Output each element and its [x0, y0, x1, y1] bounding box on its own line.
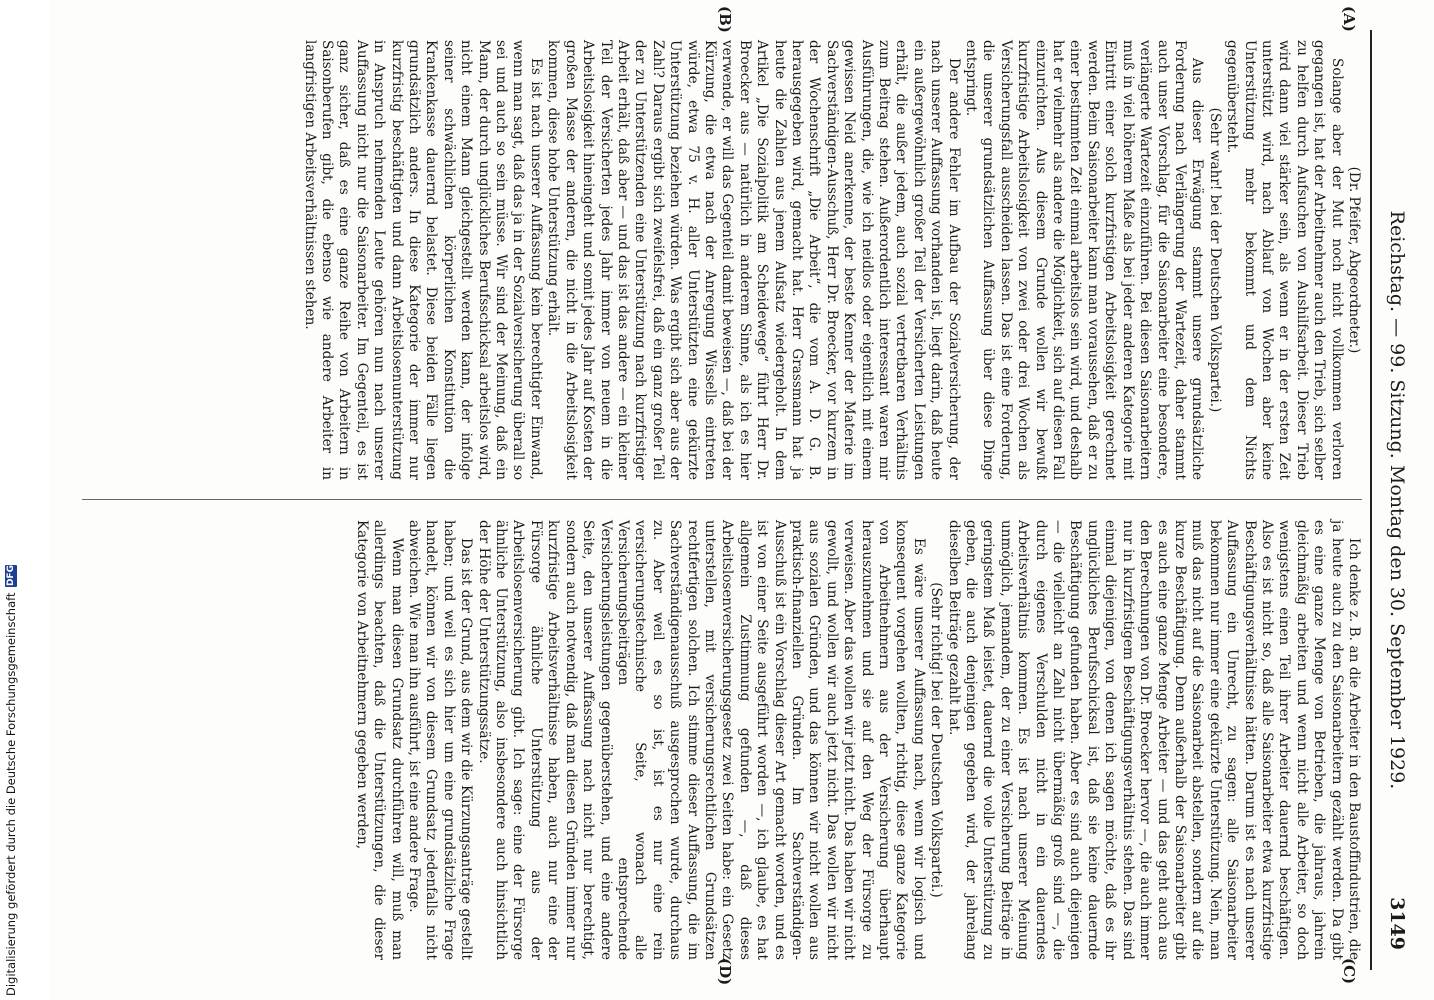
speaker-line: (Dr. Pfeifer, Abgeordneter.)	[1346, 166, 1362, 354]
margin-marker-a: (A)	[1340, 6, 1358, 32]
digitization-text: Digitalisierung gefördert durch die Deutsche Forschungsgemeinschaft	[4, 592, 18, 996]
paragraph: Das ist der Grund, aus dem wir die Kürzungsanträge gestellt haben; und weil es sich hier um eine grundsätzliche Frage handelt, können wir von diesem Grundsatz jedenfalls nicht abweichen. Wie man ihn ausführt, ist eine andere Frage.	[406, 520, 475, 960]
paragraph: Es ist nach unserer Auffassung kein berechtigter Einwand, wenn man sagt, daß das ja in der Sozialversicherung überall so sei und auch so sein müsse. Wir sind der Meinung, daß ein Mann, der durch unglückliches Berufsschicksal arbeitslos wird, nicht einem Mann gleichgestellt werden kann, der infolge seiner schwächlichen körperlichen Konstitution die Krankenkasse dauernd belastet. Diese beiden Fälle liegen grundsätzlich anders. In diese Kategorie der immer nur kurzfristig beschäftigten und dann Arbeitslosenunterstützung in Anspruch nehmenden Leute gehören nun nach unserer Auffassung nicht nur die Saisonarbeiter. Im Gegenteil, es ist ganz sicher, daß es eine ganze Reihe von Arbeitern in Saisonberufen gibt, die ebenso wie andere Arbeiter in langfristigen Arbeitsverhältnissen stehen.	[301, 40, 544, 481]
left-column	[300, 40, 1362, 480]
page-header	[1374, 30, 1414, 970]
paragraph: Wenn man diesen Grundsatz durchführen will, muß man allerdings beachten, daß die Unterstützungen, die dieser Kategorie von Arbeitnehmern gegeben werden,	[353, 520, 405, 960]
header-rule	[1370, 30, 1372, 970]
digitization-note	[4, 16, 18, 996]
paragraph: Solange aber der Mut noch nicht vollkommen verloren gegangen ist, hat der Arbeitnehmer auch den Trieb, sich selber zu helfen durch Aufsuchen von Aushilfsarbeit. Dieser Trieb wird dann viel stärker sein, als wenn er in der ersten Zeit unterstützt wird, nach Ablauf von Wochen aber keine Unterstützung mehr bekommt und dem Nichts gegenübersteht.	[1224, 40, 1345, 480]
margin-marker-c: (C)	[1340, 958, 1358, 985]
interjection: (Sehr richtig! bei der Deutschen Volkspartei.)	[928, 582, 945, 898]
right-column	[352, 520, 1362, 960]
paragraph: Aus dieser Erwägung stammt unsere grundsätzliche Forderung nach Verlängerung der Wartezeit, daher stammt auch unser Vorschlag, für die Saisonarbeiter eine besondere, verlängerte Wartezeit einzuführen. Bei diesen Saisonarbeitern muß in viel höherem Maße als bei jeder anderen Kategorie mit Eintritt einer solch kurzfristigen Arbeitslosigkeit gerechnet werden. Beim Saisonarbeiter kann man voraussehen, daß er zu einer bestimmten Zeit einmal arbeitslos sein wird, und deshalb hat er vielmehr als andere die Möglichkeit, sich auf diesen Fall einzurichten. Aus diesem Grunde wollen wir bewußt kurzfristige Arbeitslosigkeit von zwei oder drei Wochen als Versicherungsfall ausscheiden lassen. Das ist eine Forderung, die unserer grundsätzlichen Auffassung über diese Dinge entspringt.	[963, 40, 1206, 480]
page-content	[50, 0, 1434, 1000]
interjection: (Sehr wahr! bei der Deutschen Volkspartei.)	[1206, 107, 1223, 413]
dfg-logo: DFG	[6, 565, 16, 587]
page-number: 3149	[1386, 897, 1408, 950]
paragraph: Der andere Fehler im Aufbau der Sozialversicherung, der nach unserer Auffassung vorhanden ist, liegt darin, daß heute ein außergewöhnlich großer Teil der Versicherten Leistungen erhält, die außer jedem, auch sozial vertretbaren Verhältnis zum Beitrag stehen. Außerordentlich interessant waren mir Ausführungen, die, wie ich neidlos oder eigentlich mit einem gewissen Neid anerkenne, der beste Kenner der Materie im Sachverständigen-Ausschuß, Herr Dr. Broecker, vor kurzem in der Wochenschrift „Die Arbeit“, die vom A. D. G. B. herausgegeben wird, gemacht hat. Herr Grassmann hat ja heute die Zahlen aus jenem Aufsatz wiedergeholt. In dem Artikel „Die Sozialpolitik am Scheidewege“ führt Herr Dr. Broecker aus — natürlich in anderem Sinne, als ich es hier verwende, er will das Gegenteil damit beweisen —, daß bei der Kürzung, die etwa nach der Anregung Wissells eintreten würde, etwa 75 v. H. aller Unterstützten eine gekürzte Unterstützung beziehen würden. Was ergibt sich aber aus der Zahl? Daraus ergibt sich zweifelsfrei, daß ein ganz großer Teil der zu Unterstützenden eine Unterstützung nach kurzfristiger Arbeit erhält, daß aber — und das ist das andere — ein kleiner Teil der Versicherten jedes Jahr immer von neuem in die Arbeitslosigkeit hineingeht und somit jedes Jahr auf Kosten der großen Masse der anderen, die nicht in die Arbeitslosigkeit kommen, diese hohe Unterstützung erhält.	[545, 40, 962, 480]
column-divider	[82, 499, 1362, 500]
paragraph: Ich denke z. B. an die Arbeiter in den Baustoffindustrien, die ja heute auch zu den Saisonarbeitern gezählt werden. Da gibt es eine ganze Menge von Betrieben, die jahraus, jahrein gleichmäßig arbeiten und wenn nicht alle Arbeiter, so doch wenigstens einen Teil ihrer Arbeiter dauernd beschäftigen. Also es ist nicht so, daß alle Saisonarbeiter etwa kurzfristige Beschäftigungsverhältnisse hätten. Darum ist es nach unserer Auffassung ein Unrecht, zu sagen: alle Saisonarbeiter bekommen nur immer eine gekürzte Unterstützung. Nein, man muß das nicht auf die Saisonarbeit abstellen, sondern auf die kurze Beschäftigung. Denn außerhalb der Saisonarbeiter gibt es auch eine ganze Menge Arbeiter — und das geht auch aus den Berechnungen von Dr. Broecker hervor —, die auch immer nur in kurzfristigem Beschäftigungsverhältnis stehen. Das sind einmal diejenigen, von denen ich sagen möchte, daß es ihr unglückliches Berufsschicksal ist, daß sie keine dauernde Beschäftigung gefunden haben. Aber es sind auch diejenigen — die vielleicht an Zahl nicht übermäßig groß sind —, die durch eigenes Verschulden nicht in ein dauerndes Arbeitsverhältnis kommen. Es ist nach unserer Meinung unmöglich, jemandem, der zu einer Versicherung Beiträge in geringstem Maß leistet, dauernd die volle Unterstützung zu geben, die auch denjenigen gegeben wird, der jahrelang dieselben Beiträge gezahlt hat.	[945, 520, 1362, 960]
header-title: Reichstag. — 99. Sitzung. Montag den 30. September 1929.	[1386, 210, 1408, 790]
margin-marker-d: (D)	[716, 958, 734, 986]
margin-marker-b: (B)	[716, 6, 734, 33]
paragraph: Es wäre unserer Auffassung nach, wenn wir logisch und konsequent vorgehen wollten, richtig, diese ganze Kategorie von Arbeitnehmern aus der Versicherung überhaupt herauszunehmen und sie auf den Weg der Fürsorge zu verweisen. Aber das wollen wir jetzt nicht. Das haben wir nicht gewollt, und wollen wir auch jetzt nicht. Das wollen wir nicht aus sozialen Gründen, und das können wir nicht wollen aus praktisch-finanziellen Gründen. Im Sachverständigen-Ausschuß ist ein Vorschlag dieser Art gemacht worden, und es ist von einer Seite ausgeführt worden —, ich glaube, es hat allgemein Zustimmung gefunden —, daß dieses Arbeitslosenversicherungsgesetz zwei Seiten habe: ein Gesetz unterstellen, mit versicherungsrechtlichen Grundsätzen rechtfertigen solchen. Ich stimme dieser Auffassung, die im Sachverständigenausschuß ausgesprochen wurde, durchaus zu. Aber weil es so ist, ist es nur eine rein versicherungstechnische Seite, wonach alle Versicherungsbeiträgen entsprechende Versicherungsleistungen gegenüberstehen, und eine andere Seite, den unserer Auffassung nach nicht nur berechtigt, sondern auch notwendig, daß man diesen Gründen immer nur kurzfristige Arbeitsverhältnisse haben, auch nur eine der Fürsorge ähnliche Unterstützung aus der Arbeitslosenversicherung gibt. Ich sage: eine der Fürsorge ähnliche Unterstützung, also insbesondere auch hinsichtlich der Höhe der Unterstützungssätze.	[475, 520, 927, 960]
scanned-page	[50, 0, 1434, 1000]
